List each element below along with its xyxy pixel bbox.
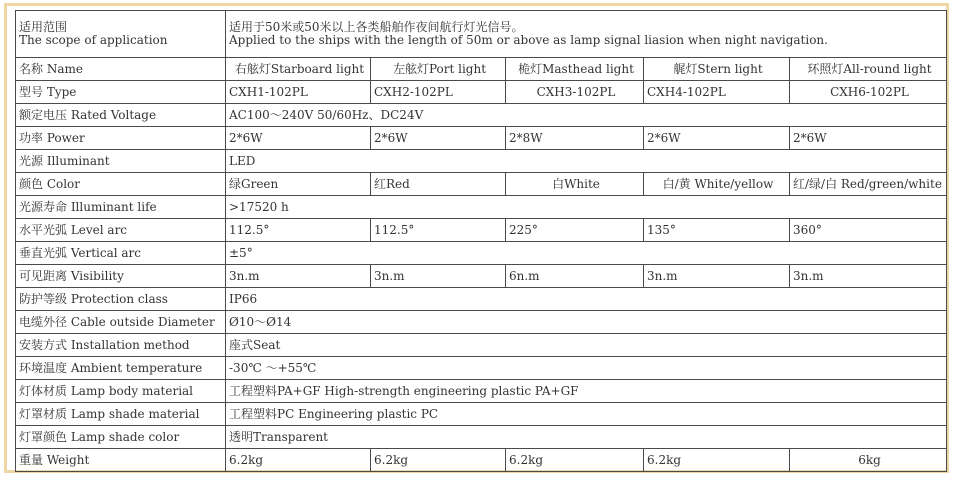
row-label: 名称 Name bbox=[16, 58, 226, 81]
cell-level-arc-2: 112.5° bbox=[371, 219, 506, 242]
lamp-spec-table bbox=[15, 10, 947, 472]
cell-name-4: 艉灯Stern light bbox=[644, 58, 790, 81]
cell-level-arc-5: 360° bbox=[790, 219, 947, 242]
cell-name-2: 左舷灯Port light bbox=[371, 58, 506, 81]
row-protection bbox=[16, 288, 947, 311]
cell-power-2: 2*6W bbox=[371, 127, 506, 150]
scope-value bbox=[226, 11, 947, 58]
cell-power-3: 2*8W bbox=[506, 127, 644, 150]
scope-label-zh: 适用范围 bbox=[19, 20, 68, 34]
cell-level-arc-3: 225° bbox=[506, 219, 644, 242]
cell-vertical-arc: ±5° bbox=[226, 242, 947, 265]
row-cable bbox=[16, 311, 947, 334]
row-label: 安装方式 Installation method bbox=[16, 334, 226, 357]
cell-name-1: 右舷灯Starboard light bbox=[226, 58, 371, 81]
cell-installation: 座式Seat bbox=[226, 334, 947, 357]
row-label: 重量 Weight bbox=[16, 449, 226, 472]
cell-type-2: CXH2-102PL bbox=[371, 81, 506, 104]
cell-protection: IP66 bbox=[226, 288, 947, 311]
cell-weight-4: 6.2kg bbox=[644, 449, 790, 472]
scope-text-en: Applied to the ships with the length of 50m or above as lamp signal liasion when night navigation. bbox=[229, 33, 828, 47]
cell-color-4: 白/黄 White/yellow bbox=[644, 173, 790, 196]
cell-weight-5: 6kg bbox=[790, 449, 947, 472]
cell-power-5: 2*6W bbox=[790, 127, 947, 150]
row-label: 灯体材质 Lamp body material bbox=[16, 380, 226, 403]
cell-power-1: 2*6W bbox=[226, 127, 371, 150]
row-label: 水平光弧 Level arc bbox=[16, 219, 226, 242]
row-power bbox=[16, 127, 947, 150]
row-label: 环境温度 Ambient temperature bbox=[16, 357, 226, 380]
row-voltage bbox=[16, 104, 947, 127]
row-label: 垂直光弧 Vertical arc bbox=[16, 242, 226, 265]
row-label: 光源寿命 Illuminant life bbox=[16, 196, 226, 219]
row-shade-color bbox=[16, 426, 947, 449]
scope-row bbox=[16, 11, 947, 58]
cell-cable: Ø10～Ø14 bbox=[226, 311, 947, 334]
row-label: 电缆外径 Cable outside Diameter bbox=[16, 311, 226, 334]
cell-shade-color: 透明Transparent bbox=[226, 426, 947, 449]
cell-power-4: 2*6W bbox=[644, 127, 790, 150]
scope-text-zh: 适用于50米或50米以上各类船舶作夜间航行灯光信号。 bbox=[229, 20, 524, 34]
cell-color-2: 红Red bbox=[371, 173, 506, 196]
row-shade-material bbox=[16, 403, 947, 426]
row-life bbox=[16, 196, 947, 219]
row-illuminant bbox=[16, 150, 947, 173]
cell-weight-1: 6.2kg bbox=[226, 449, 371, 472]
row-name bbox=[16, 58, 947, 81]
row-installation bbox=[16, 334, 947, 357]
scope-label-en: The scope of application bbox=[19, 33, 168, 47]
cell-body-material: 工程塑料PA+GF High-strength engineering plastic PA+GF bbox=[226, 380, 947, 403]
cell-weight-2: 6.2kg bbox=[371, 449, 506, 472]
cell-life: >17520 h bbox=[226, 196, 947, 219]
row-level-arc bbox=[16, 219, 947, 242]
cell-name-5: 环照灯All-round light bbox=[790, 58, 947, 81]
cell-color-3: 白White bbox=[506, 173, 644, 196]
cell-color-1: 绿Green bbox=[226, 173, 371, 196]
cell-level-arc-4: 135° bbox=[644, 219, 790, 242]
row-color bbox=[16, 173, 947, 196]
row-label: 型号 Type bbox=[16, 81, 226, 104]
row-weight bbox=[16, 449, 947, 472]
row-type bbox=[16, 81, 947, 104]
row-ambient bbox=[16, 357, 947, 380]
cell-shade-material: 工程塑料PC Engineering plastic PC bbox=[226, 403, 947, 426]
cell-visibility-1: 3n.m bbox=[226, 265, 371, 288]
row-label: 额定电压 Rated Voltage bbox=[16, 104, 226, 127]
row-body-material bbox=[16, 380, 947, 403]
row-label: 功率 Power bbox=[16, 127, 226, 150]
cell-weight-3: 6.2kg bbox=[506, 449, 644, 472]
cell-ambient: -30℃ ～+55℃ bbox=[226, 357, 947, 380]
row-vertical-arc bbox=[16, 242, 947, 265]
cell-visibility-5: 3n.m bbox=[790, 265, 947, 288]
row-label: 可见距离 Visibility bbox=[16, 265, 226, 288]
cell-voltage: AC100～240V 50/60Hz、DC24V bbox=[226, 104, 947, 127]
cell-type-5: CXH6-102PL bbox=[790, 81, 947, 104]
cell-illuminant: LED bbox=[226, 150, 947, 173]
row-visibility bbox=[16, 265, 947, 288]
cell-visibility-3: 6n.m bbox=[506, 265, 644, 288]
cell-type-3: CXH3-102PL bbox=[506, 81, 644, 104]
cell-type-4: CXH4-102PL bbox=[644, 81, 790, 104]
cell-visibility-2: 3n.m bbox=[371, 265, 506, 288]
cell-level-arc-1: 112.5° bbox=[226, 219, 371, 242]
row-label: 防护等级 Protection class bbox=[16, 288, 226, 311]
row-label: 光源 Illuminant bbox=[16, 150, 226, 173]
cell-type-1: CXH1-102PL bbox=[226, 81, 371, 104]
row-label: 颜色 Color bbox=[16, 173, 226, 196]
cell-name-3: 桅灯Masthead light bbox=[506, 58, 644, 81]
scope-label bbox=[16, 11, 226, 58]
row-label: 灯罩颜色 Lamp shade color bbox=[16, 426, 226, 449]
cell-color-5: 红/绿/白 Red/green/white bbox=[790, 173, 947, 196]
cell-visibility-4: 3n.m bbox=[644, 265, 790, 288]
row-label: 灯罩材质 Lamp shade material bbox=[16, 403, 226, 426]
